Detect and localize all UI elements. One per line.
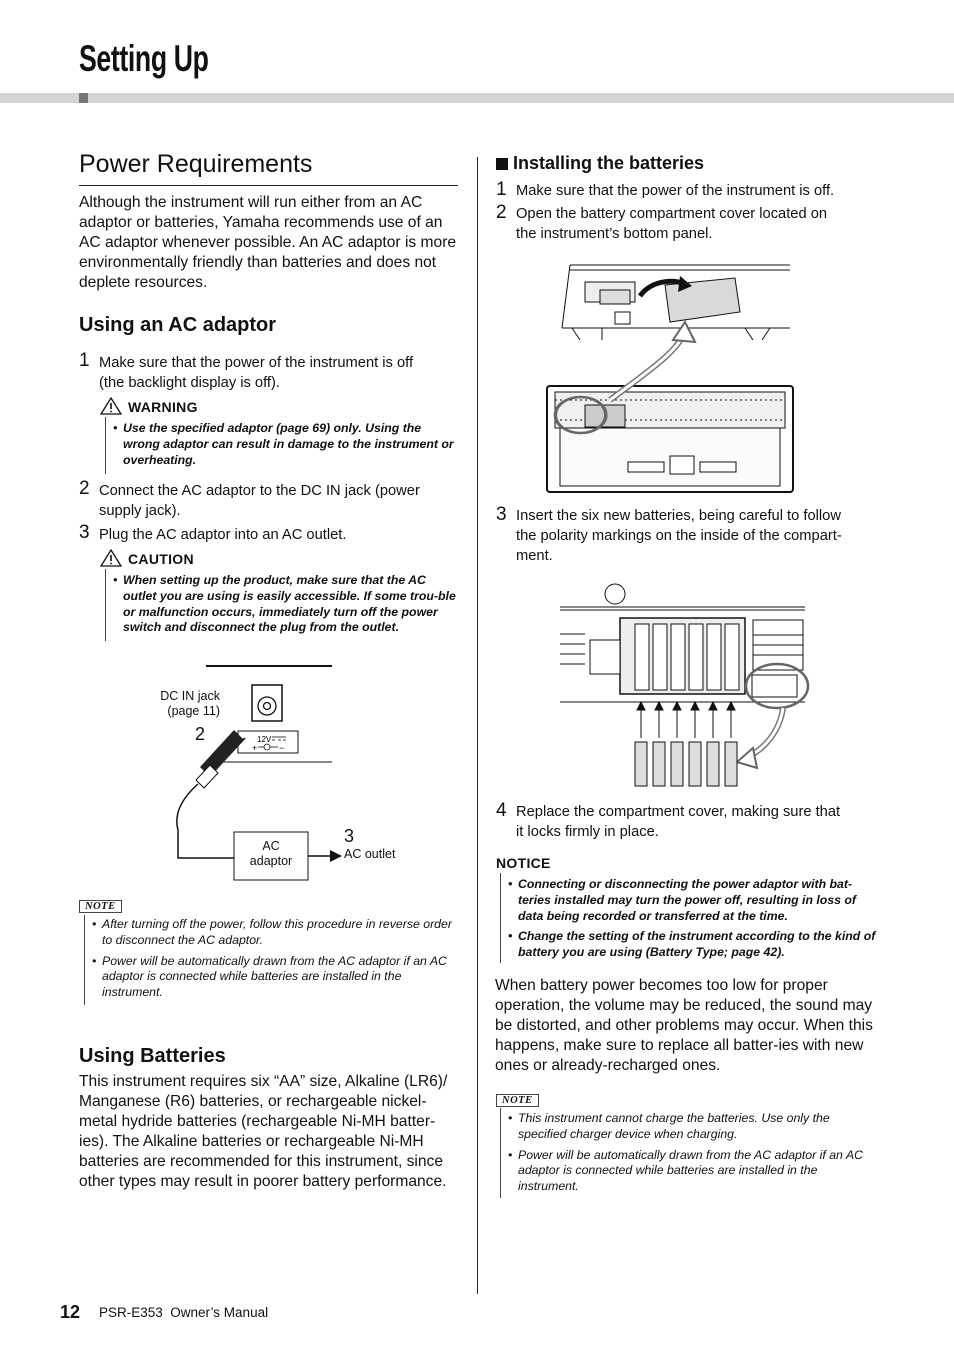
note-item: • Power will be automatically drawn from the AC adaptor if an AC adaptor is connected while batteries are installed in the instrument.: [508, 1147, 863, 1194]
caution-text: • When setting up the product, make sure that the AC outlet you are using is easily accessible. If some trou-ble or malfunction occurs, immediately turn off the power switch and disconnect the plug from the outlet.: [113, 573, 456, 635]
callout-3: 3: [344, 826, 355, 846]
install-step-text: Insert the six new batteries, being careful to follow the polarity markings on the inside of the compart- ment.: [516, 508, 842, 564]
notice-item: • Change the setting of the instrument according to the kind of battery you are using (Battery Type; page 42).: [508, 929, 876, 960]
square-bullet-icon: [496, 158, 508, 170]
note-tag: NOTE: [496, 1094, 539, 1107]
header-band: [0, 93, 954, 103]
column-divider: [477, 157, 478, 1294]
notice-list: [508, 877, 876, 966]
power-requirements-heading: Power Requirements: [79, 150, 313, 178]
header-band-marker: [79, 93, 88, 103]
power-intro-text: Although the instrument will run either from an AC adaptor or batteries, Yamaha recommends use of an AC adaptor whenever possible. An AC adaptor is more environmentally friendly than batteries and does not deplete resources.: [79, 194, 457, 291]
install-step-number: 3: [496, 504, 507, 525]
chapter-title: Setting Up: [79, 38, 209, 79]
caution-block: [100, 549, 122, 572]
notice-label: NOTICE: [496, 855, 551, 871]
ac-step-text: Plug the AC adaptor into an AC outlet.: [99, 527, 347, 543]
voltage-label: 12V: [257, 735, 272, 744]
ac-step-number: 2: [79, 478, 90, 499]
ac-adaptor-heading: Using an AC adaptor: [79, 314, 277, 336]
warning-label: WARNING: [128, 399, 198, 415]
battery-cover-illustration: [540, 260, 800, 496]
svg-text:+: +: [252, 743, 258, 753]
note-list: [508, 1111, 876, 1200]
manual-title: PSR-E353 Owner’s Manual: [99, 1305, 269, 1320]
note-item: • Power will be automatically drawn from the AC adaptor if an AC adaptor is connected while batteries are installed in the instrument.: [92, 953, 447, 1000]
ac-step-text: Connect the AC adaptor to the DC IN jack (power supply jack).: [99, 483, 420, 519]
heading-rule: [79, 185, 458, 186]
install-step-text: Replace the compartment cover, making sure that it locks firmly in place.: [516, 804, 841, 840]
notice-item: • Connecting or disconnecting the power adaptor with bat-teries installed may turn the power off, resulting in loss of data being recorded or transferred at the time.: [508, 877, 856, 923]
page-number: 12: [60, 1302, 81, 1322]
warning-block: [100, 397, 122, 420]
using-batteries-heading: Using Batteries: [79, 1045, 226, 1067]
notice-bar: [500, 873, 501, 963]
callout-2: 2: [195, 724, 206, 744]
note-item: • After turning off the power, follow this procedure in reverse order to disconnect the AC adaptor.: [92, 917, 452, 947]
note-item: • This instrument cannot charge the batteries. Use only the specified charger device when charging.: [508, 1111, 830, 1141]
battery-insertion-illustration: [555, 580, 815, 792]
installing-batteries-heading: Installing the batteries: [496, 153, 704, 174]
caution-label: CAUTION: [128, 551, 194, 567]
note-bar: [500, 1108, 501, 1198]
note-bar: [84, 915, 85, 1005]
note-list: [92, 917, 458, 1006]
batteries-text: This instrument requires six “AA” size, Alkaline (LR6)/ Manganese (R6) batteries, or rechargeable nickel-metal hydride batteries (rechargeable Ni-MH batter-ies). The Alkaline batteries or rechargeable Ni-MH batteries are recommended for this instrument, since other types may result in poorer battery performance.: [79, 1073, 448, 1190]
install-step-text: Open the battery compartment cover located on the instrument’s bottom panel.: [516, 206, 828, 242]
install-step-number: 2: [496, 202, 507, 223]
ac-step-text: Make sure that the power of the instrument is off (the backlight display is off).: [99, 355, 414, 391]
warning-bar: [105, 417, 106, 474]
ac-outlet-label: AC outlet: [344, 847, 396, 861]
ac-adaptor-label: AC adaptor: [249, 839, 293, 868]
svg-text:−: −: [279, 743, 285, 753]
ac-step-number: 1: [79, 350, 90, 371]
ac-step-number: 3: [79, 522, 90, 543]
install-step-number: 1: [496, 179, 507, 200]
caution-bar: [105, 569, 106, 641]
install-step-text: Make sure that the power of the instrument is off.: [516, 183, 835, 199]
note-tag: NOTE: [79, 900, 122, 913]
warning-icon: [100, 397, 122, 415]
dc-in-label: DC IN jack (page 11): [160, 689, 220, 718]
install-step-number: 4: [496, 800, 507, 821]
low-power-text: When battery power becomes too low for proper operation, the volume may be reduced, the sound may be distorted, and other problems may occur. When this happens, make sure to replace all batter-ies with new ones or already-recharged ones.: [495, 977, 873, 1074]
caution-icon: [100, 549, 122, 567]
warning-text: • Use the specified adaptor (page 69) only. Using the wrong adaptor can result in damage to the instrument or overheating.: [113, 421, 454, 467]
